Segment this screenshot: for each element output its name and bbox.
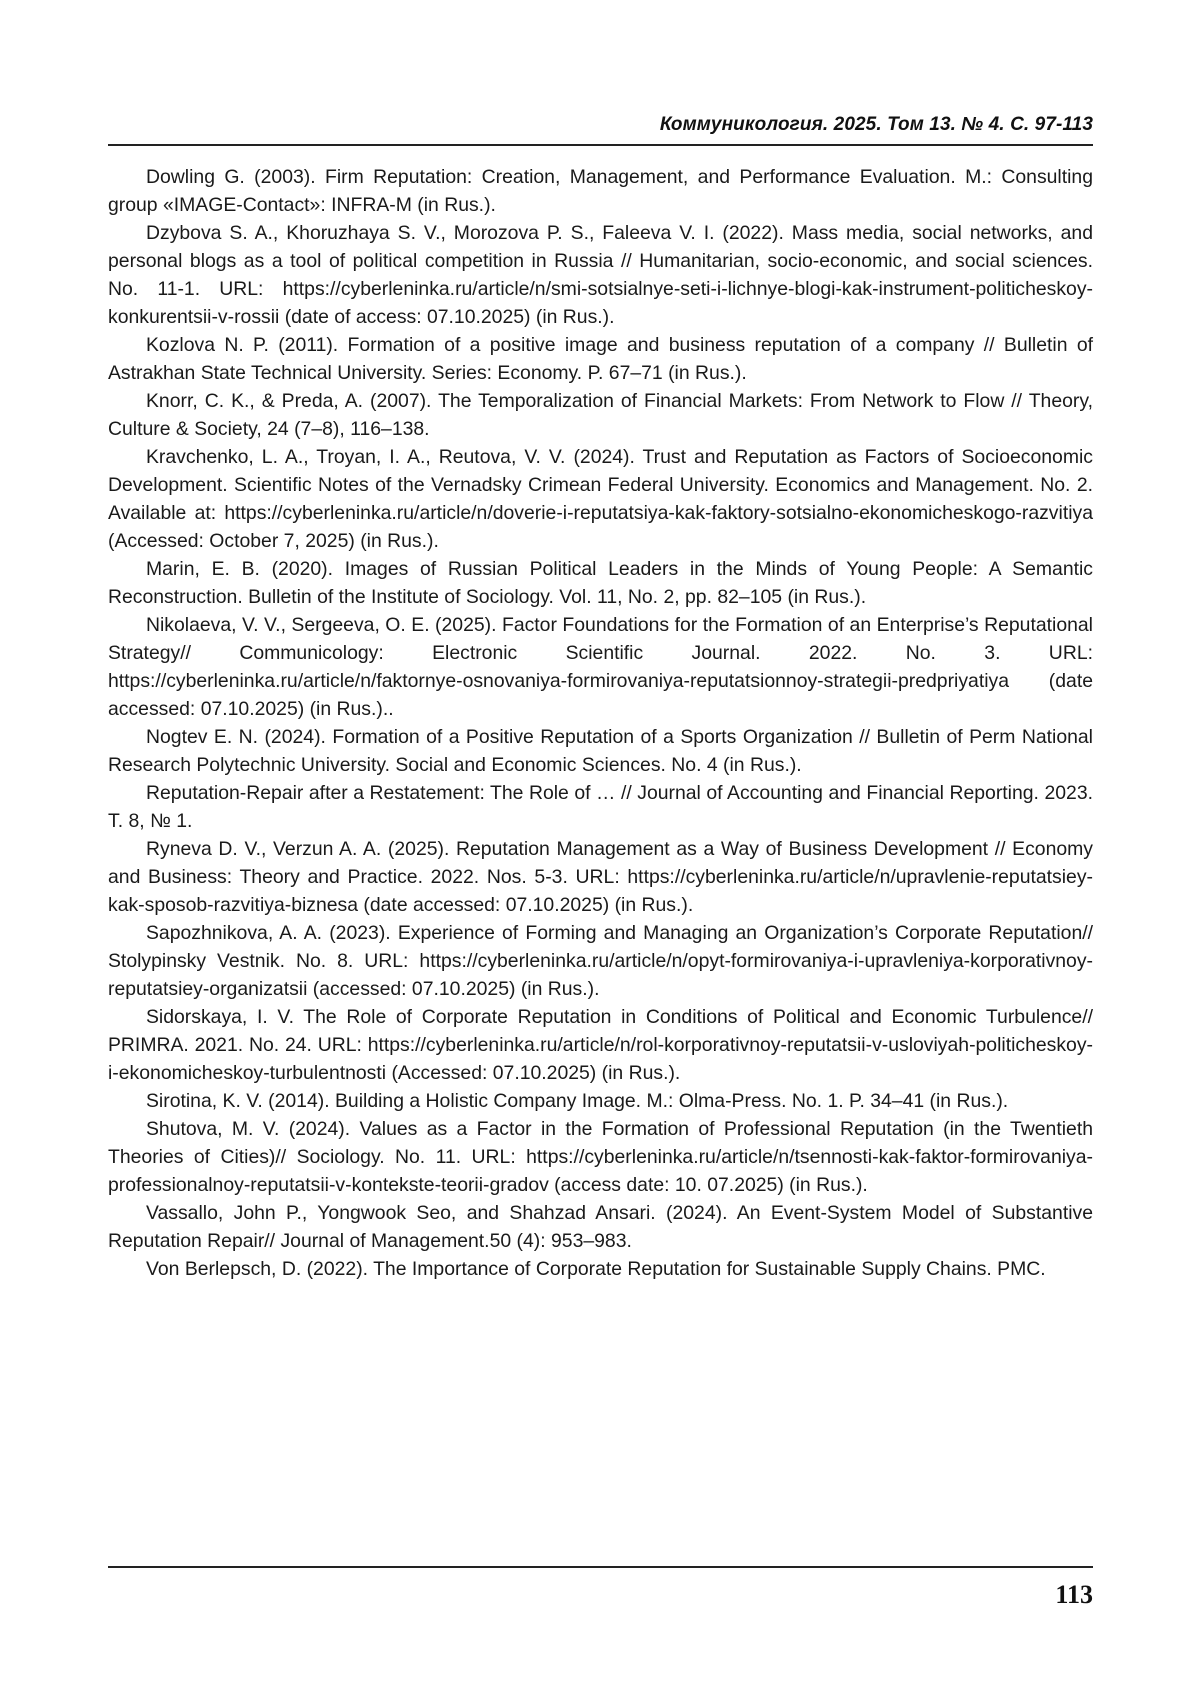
header-rule bbox=[108, 144, 1093, 146]
reference-entry: Kozlova N. P. (2011). Formation of a positive image and business reputation of a company // Bulletin of Astrakhan State Technical University. Series: Economy. P. 67–71 (in Rus.). bbox=[108, 334, 1093, 384]
reference-entry: Kravchenko, L. A., Troyan, I. A., Reutova, V. V. (2024). Trust and Reputation as Factors of Socioeconomic Development. Scientific Notes of the Vernadsky Crimean Federal University. Economics and Management. No. 2. Available at: https://cyberleninka.ru/article/n/doverie-i-reputatsiya-kak-faktory-sotsialno-ekonomicheskogo-razvitiya (Accessed: October 7, 2025) (in Rus.). bbox=[108, 446, 1093, 552]
reference-entry: Marin, E. B. (2020). Images of Russian Political Leaders in the Minds of Young People: A Semantic Reconstruction. Bulletin of the Institute of Sociology. Vol. 11, No. 2, pp. 82–105 (in Rus.). bbox=[108, 558, 1093, 608]
reference-entry: Von Berlepsch, D. (2022). The Importance of Corporate Reputation for Sustainable Supply Chains. PMC. bbox=[146, 1258, 1046, 1280]
footer-rule bbox=[108, 1566, 1093, 1568]
reference-entry: Sidorskaya, I. V. The Role of Corporate Reputation in Conditions of Political and Economic Turbulence// PRIMRA. 2021. No. 24. URL: https://cyberleninka.ru/article/n/rol-korporativnoy-reputatsii-v-usloviyah-politicheskoy-i-ekonomicheskoy-turbulentnosti (Accessed: 07.10.2025) (in Rus.). bbox=[108, 1006, 1093, 1084]
reference-entry: Ryneva D. V., Verzun A. A. (2025). Reputation Management as a Way of Business Development // Economy and Business: Theory and Practice. 2022. Nos. 5-3. URL: https://cyberleninka.ru/article/n/upravlenie-reputatsiey-kak-sposob-razvitiya-biznesa (date accessed: 07.10.2025) (in Rus.). bbox=[108, 838, 1093, 916]
reference-list bbox=[108, 163, 1093, 1283]
reference-entry: Nikolaeva, V. V., Sergeeva, O. E. (2025). Factor Foundations for the Formation of an Enterprise’s Reputational Strategy// Communicology: Electronic Scientific Journal. 2022. No. 3. URL: https://cyberleninka.ru/article/n/faktornye-osnovaniya-formirovaniya-reputatsionnoy-strategii-predpriyatiya (date accessed: 07.10.2025) (in Rus.).. bbox=[108, 614, 1093, 720]
reference-entry: Dzybova S. A., Khoruzhaya S. V., Morozova P. S., Faleeva V. I. (2022). Mass media, social networks, and personal blogs as a tool of political competition in Russia // Humanitarian, socio-economic, and social sciences. No. 11-1. URL: https://cyberleninka.ru/article/n/smi-sotsialnye-seti-i-lichnye-blogi-kak-instrument-politicheskoy-konkurentsii-v-rossii (date of access: 07.10.2025) (in Rus.). bbox=[108, 222, 1093, 328]
page-number: 113 bbox=[1055, 1580, 1093, 1609]
reference-entry: Nogtev E. N. (2024). Formation of a Positive Reputation of a Sports Organization // Bulletin of Perm National Research Polytechnic University. Social and Economic Sciences. No. 4 (in Rus.). bbox=[108, 726, 1093, 776]
running-header: Коммуникология. 2025. Том 13. № 4. С. 97-113 bbox=[659, 114, 1093, 135]
reference-entry: Vassallo, John P., Yongwook Seo, and Shahzad Ansari. (2024). An Event-System Model of Substantive Reputation Repair// Journal of Management.50 (4): 953–983. bbox=[108, 1202, 1093, 1252]
reference-entry: Sirotina, K. V. (2014). Building a Holistic Company Image. M.: Olma-Press. No. 1. P. 34–41 (in Rus.). bbox=[146, 1090, 1009, 1112]
reference-entry: Knorr, C. K., & Preda, A. (2007). The Temporalization of Financial Markets: From Network to Flow // Theory, Culture & Society, 24 (7–8), 116–138. bbox=[108, 390, 1093, 440]
reference-entry: Dowling G. (2003). Firm Reputation: Creation, Management, and Performance Evaluation. M.: Consulting group «IMAGE-Contact»: INFRA-M (in Rus.). bbox=[108, 166, 1093, 216]
reference-entry: Shutova, M. V. (2024). Values as a Factor in the Formation of Professional Reputation (in the Twentieth Theories of Cities)// Sociology. No. 11. URL: https://cyberleninka.ru/article/n/tsennosti-kak-faktor-formirovaniya-professionalnoy-reputatsii-v-kontekste-teorii-gradov (access date: 10. 07.2025) (in Rus.). bbox=[108, 1118, 1093, 1196]
reference-entry: Sapozhnikova, A. A. (2023). Experience of Forming and Managing an Organization’s Corporate Reputation// Stolypinsky Vestnik. No. 8. URL: https://cyberleninka.ru/article/n/opyt-formirovaniya-i-upravleniya-korporativnoy-reputatsiey-organizatsii (accessed: 07.10.2025) (in Rus.). bbox=[108, 922, 1093, 1000]
reference-entry: Reputation-Repair after a Restatement: The Role of … // Journal of Accounting and Financial Reporting. 2023. T. 8, № 1. bbox=[108, 782, 1093, 832]
